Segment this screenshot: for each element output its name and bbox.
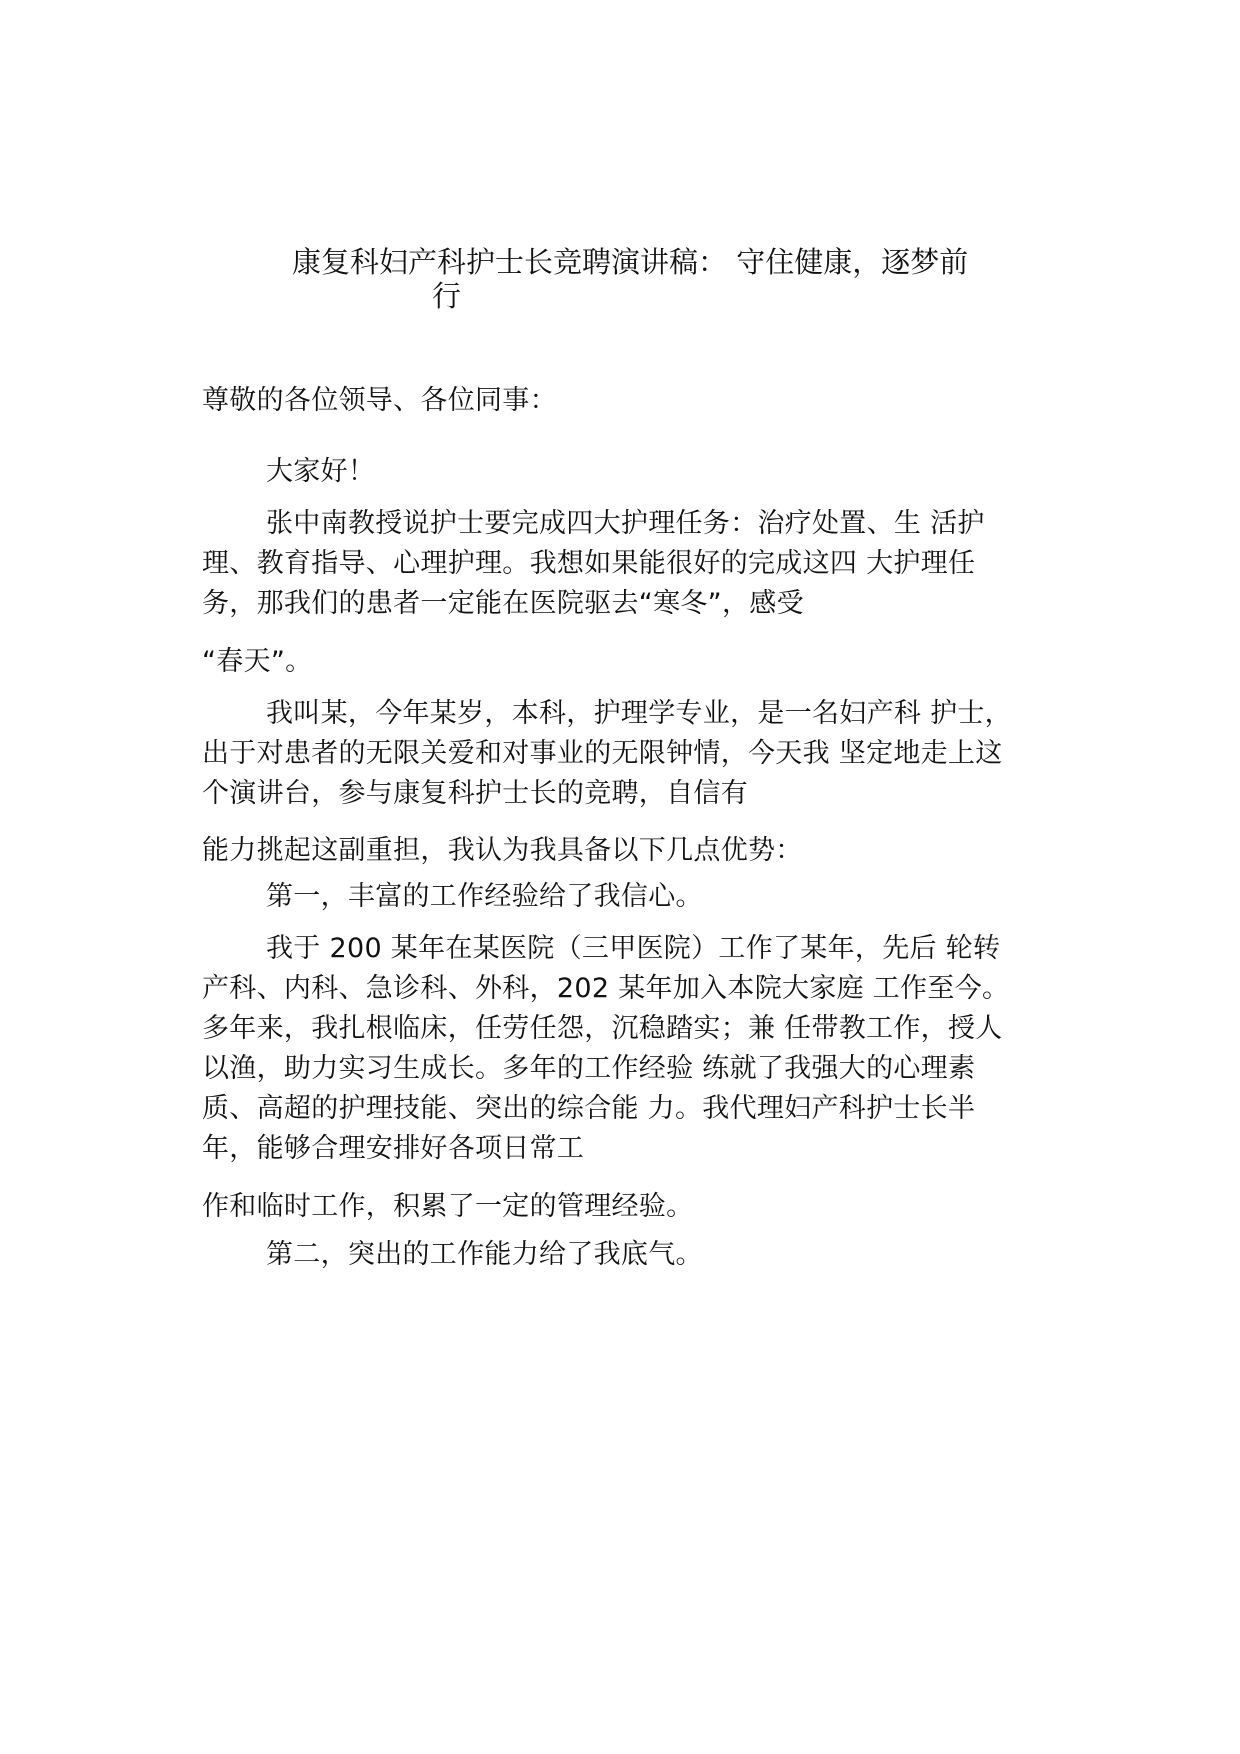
paragraph-line: 产科、内科、急诊科、外科，202 某年加入本院大家庭 工作至今。 — [202, 973, 1010, 1004]
salutation: 尊敬的各位领导、各位同事： — [202, 385, 557, 416]
paragraph-line: 作和临时工作，积累了一定的管理经验。 — [202, 1191, 694, 1222]
paragraph-line: 多年来，我扎根临床，任劳任怨，沉稳踏实；兼 任带教工作，授人 — [202, 1013, 1003, 1044]
paragraph-line: 务，那我们的患者一定能在医院驱去“寒冬”，感受 — [202, 588, 804, 619]
paragraph-line: 我叫某，今年某岁，本科，护理学专业，是一名妇产科 护士， — [266, 698, 1012, 729]
document-title-line-2: 行 — [432, 279, 462, 313]
paragraph-line: 能力挑起这副重担，我认为我具备以下几点优势： — [202, 835, 803, 866]
paragraph-line: “春天”。 — [202, 646, 313, 677]
paragraph-line: 张中南教授说护士要完成四大护理任务：治疗处置、生 活护 — [266, 508, 985, 539]
section-heading-first: 第一，丰富的工作经验给了我信心。 — [266, 881, 703, 912]
paragraph-line: 个演讲台，参与康复科护士长的竞聘，自信有 — [202, 778, 748, 809]
paragraph-line: 出于对患者的无限关爱和对事业的无限钟情，今天我 坚定地走上这 — [202, 738, 1003, 769]
paragraph-line: 我于 200 某年在某医院（三甲医院）工作了某年，先后 轮转 — [266, 933, 1001, 964]
section-heading-second: 第二，突出的工作能力给了我底气。 — [266, 1239, 703, 1270]
document-title-line-1: 康复科妇产科护士长竞聘演讲稿： 守住健康，逐梦前 — [292, 245, 969, 279]
paragraph-line: 质、高超的护理技能、突出的综合能 力。我代理妇产科护士长半 — [202, 1093, 976, 1124]
greeting: 大家好！ — [266, 456, 376, 487]
paragraph-line: 以渔，助力实习生成长。多年的工作经验 练就了我强大的心理素 — [202, 1053, 976, 1084]
paragraph-line: 年，能够合理安排好各项日常工 — [202, 1133, 585, 1164]
paragraph-line: 理、教育指导、心理护理。我想如果能很好的完成这四 大护理任 — [202, 548, 976, 579]
